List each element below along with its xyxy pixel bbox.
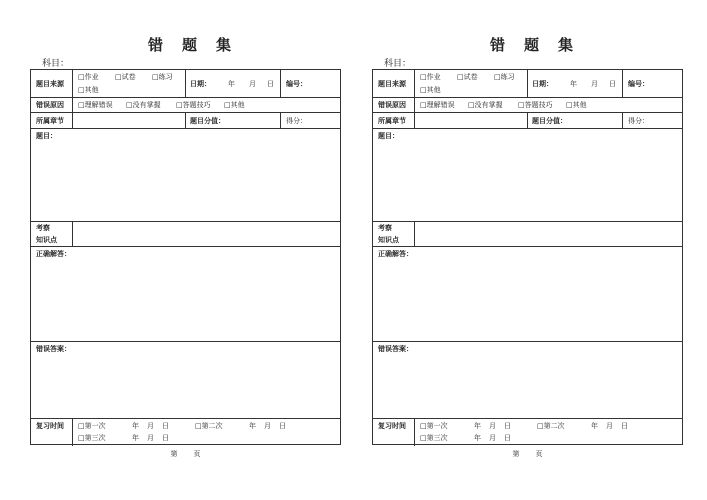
checkbox-practice[interactable]: □ 练习 xyxy=(152,72,173,82)
source-label: 题目来源 xyxy=(378,80,406,88)
column-divider xyxy=(72,418,73,446)
review-year: 年 xyxy=(132,434,139,442)
checkbox-misunderstood[interactable]: □ 理解错误 xyxy=(78,100,113,110)
column-divider xyxy=(414,70,415,128)
sheet-right xyxy=(372,0,692,500)
review-label: 复习时间 xyxy=(378,422,406,430)
knowledge-label: 知识点 xyxy=(36,236,57,244)
title-char: 错 xyxy=(489,36,506,54)
page-prefix: 第 xyxy=(512,450,520,458)
date-label: 日期： xyxy=(532,80,553,88)
checkbox-answer-skills[interactable]: □ 答题技巧 xyxy=(518,100,553,110)
date-day: 日 xyxy=(609,80,616,88)
checkbox-other[interactable]: □ 其他 xyxy=(420,85,441,95)
number-label: 编号： xyxy=(286,80,307,88)
review-year: 年 xyxy=(474,422,481,430)
title-char: 题 xyxy=(523,36,540,54)
knowledge-label: 知识点 xyxy=(378,236,399,244)
review-year: 年 xyxy=(591,422,598,430)
points-label: 题目分值： xyxy=(190,117,225,125)
checkbox-other-reason[interactable]: □ 其他 xyxy=(224,100,245,110)
row-divider xyxy=(31,246,340,247)
page-suffix: 页 xyxy=(535,450,543,458)
sheet-title xyxy=(372,34,692,55)
sheet-title xyxy=(30,34,350,55)
checkbox-answer-skills[interactable]: □ 答题技巧 xyxy=(176,100,211,110)
row-divider xyxy=(373,418,682,419)
column-divider xyxy=(72,70,73,128)
wrong-answer-label: 错误答案： xyxy=(36,345,71,353)
page-footer xyxy=(30,449,341,459)
title-char: 错 xyxy=(147,36,164,54)
row-divider xyxy=(373,246,682,247)
checkbox-misunderstood[interactable]: □ 理解错误 xyxy=(420,100,455,110)
column-divider xyxy=(280,112,281,128)
wrong-answer-label: 错误答案： xyxy=(378,345,413,353)
checkbox-not-mastered[interactable]: □ 没有掌握 xyxy=(468,100,503,110)
error-record-form xyxy=(372,69,683,445)
checkbox-review-second[interactable]: □ 第二次 xyxy=(537,421,565,431)
correct-answer-label: 正确解答： xyxy=(378,250,413,258)
date-month: 月 xyxy=(249,80,256,88)
checkbox-other-reason[interactable]: □ 其他 xyxy=(566,100,587,110)
row-divider xyxy=(373,221,682,222)
review-month: 月 xyxy=(606,422,613,430)
review-month: 月 xyxy=(489,434,496,442)
page-footer xyxy=(372,449,683,459)
number-label: 编号： xyxy=(628,80,649,88)
date-day: 日 xyxy=(267,80,274,88)
page-prefix: 第 xyxy=(170,450,178,458)
knowledge-label: 考察 xyxy=(36,224,50,232)
sheet-left xyxy=(30,0,350,500)
review-month: 月 xyxy=(147,422,154,430)
date-label: 日期： xyxy=(190,80,211,88)
title-char: 题 xyxy=(181,36,198,54)
checkbox-review-second[interactable]: □ 第二次 xyxy=(195,421,223,431)
review-month: 月 xyxy=(147,434,154,442)
checkbox-review-third[interactable]: □ 第三次 xyxy=(420,433,448,443)
error-reason-label: 错误原因 xyxy=(378,101,406,109)
review-day: 日 xyxy=(504,434,511,442)
question-label: 题目： xyxy=(36,132,57,140)
review-day: 日 xyxy=(279,422,286,430)
row-divider xyxy=(31,97,340,98)
checkbox-test-paper[interactable]: □ 试卷 xyxy=(457,72,478,82)
checkbox-review-first[interactable]: □ 第一次 xyxy=(420,421,448,431)
review-day: 日 xyxy=(504,422,511,430)
chapter-label: 所属章节 xyxy=(36,117,64,125)
checkbox-review-first[interactable]: □ 第一次 xyxy=(78,421,106,431)
subject-label: 科目： xyxy=(384,59,412,69)
checkbox-review-third[interactable]: □ 第三次 xyxy=(78,433,106,443)
checkbox-not-mastered[interactable]: □ 没有掌握 xyxy=(126,100,161,110)
row-divider xyxy=(373,97,682,98)
column-divider xyxy=(527,112,528,128)
question-label: 题目： xyxy=(378,132,399,140)
row-divider xyxy=(373,341,682,342)
column-divider xyxy=(185,112,186,128)
review-day: 日 xyxy=(621,422,628,430)
review-month: 月 xyxy=(489,422,496,430)
row-divider xyxy=(31,128,340,129)
correct-answer-label: 正确解答： xyxy=(36,250,71,258)
subject-label: 科目： xyxy=(42,59,70,69)
column-divider xyxy=(185,70,186,97)
date-month: 月 xyxy=(591,80,598,88)
review-year: 年 xyxy=(474,434,481,442)
checkbox-practice[interactable]: □ 练习 xyxy=(494,72,515,82)
error-record-form xyxy=(30,69,341,445)
row-divider xyxy=(373,128,682,129)
row-divider xyxy=(31,418,340,419)
review-year: 年 xyxy=(132,422,139,430)
review-day: 日 xyxy=(162,434,169,442)
points-label: 题目分值： xyxy=(532,117,567,125)
title-char: 集 xyxy=(216,36,233,54)
review-label: 复习时间 xyxy=(36,422,64,430)
page-suffix: 页 xyxy=(193,450,201,458)
score-label: 得分： xyxy=(628,117,649,125)
review-year: 年 xyxy=(249,422,256,430)
review-day: 日 xyxy=(162,422,169,430)
column-divider xyxy=(72,221,73,246)
column-divider xyxy=(622,70,623,97)
error-reason-label: 错误原因 xyxy=(36,101,64,109)
column-divider xyxy=(414,418,415,446)
date-year: 年 xyxy=(570,80,577,88)
checkbox-homework[interactable]: □ 作业 xyxy=(420,72,441,82)
row-divider xyxy=(31,341,340,342)
column-divider xyxy=(280,70,281,97)
column-divider xyxy=(414,221,415,246)
column-divider xyxy=(527,70,528,97)
knowledge-label: 考察 xyxy=(378,224,392,232)
checkbox-homework[interactable]: □ 作业 xyxy=(78,72,99,82)
score-label: 得分： xyxy=(286,117,307,125)
checkbox-test-paper[interactable]: □ 试卷 xyxy=(115,72,136,82)
source-label: 题目来源 xyxy=(36,80,64,88)
checkbox-other[interactable]: □ 其他 xyxy=(78,85,99,95)
review-month: 月 xyxy=(264,422,271,430)
chapter-label: 所属章节 xyxy=(378,117,406,125)
title-char: 集 xyxy=(558,36,575,54)
date-year: 年 xyxy=(228,80,235,88)
column-divider xyxy=(622,112,623,128)
row-divider xyxy=(31,221,340,222)
